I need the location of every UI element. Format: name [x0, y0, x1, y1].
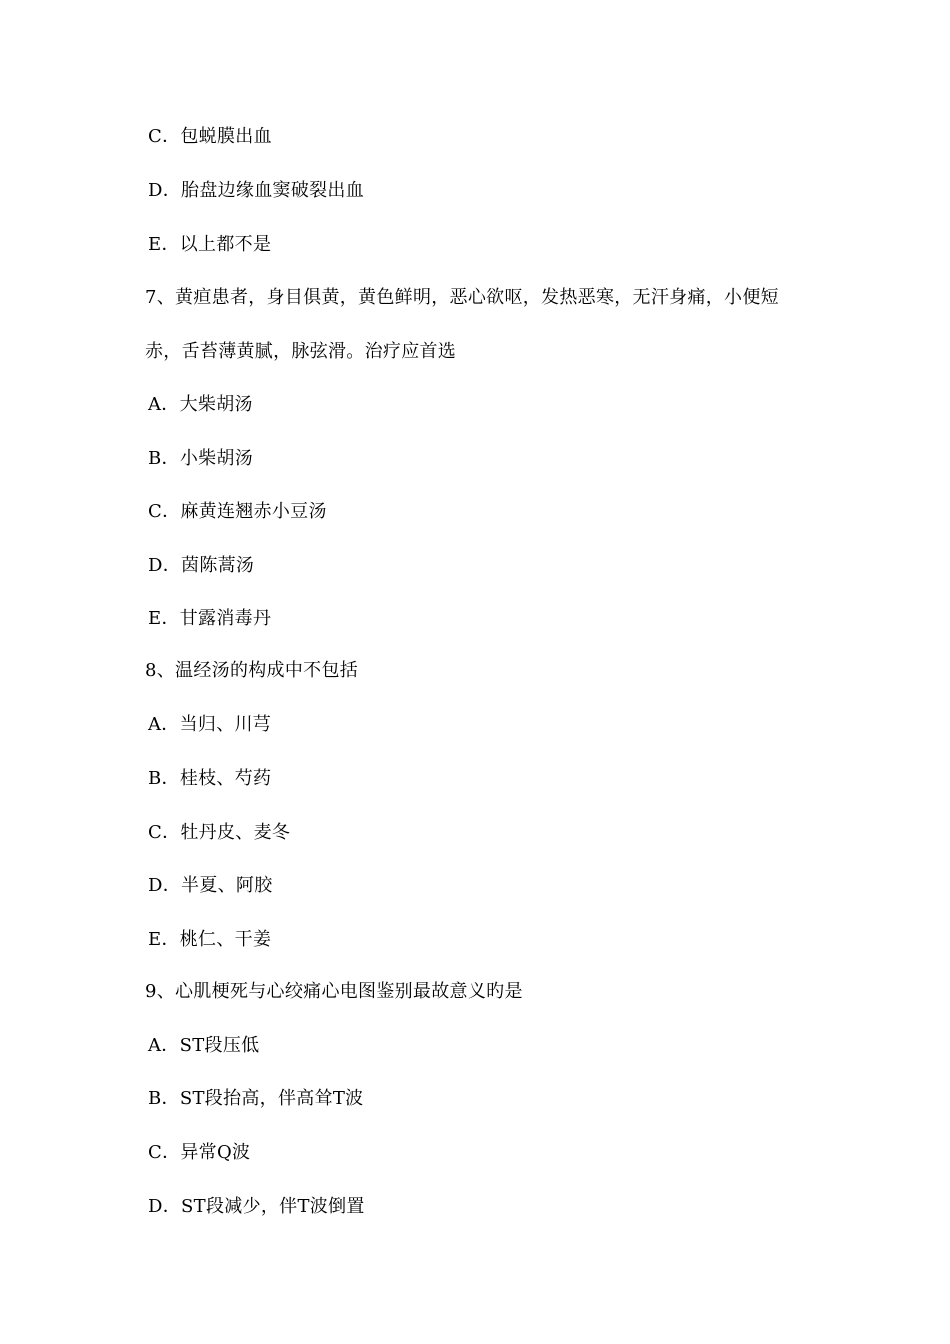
question-line: 赤，舌苔薄黄腻，脉弦滑。治疗应首选: [145, 341, 457, 362]
option-line: C．包蜕膜出血: [148, 126, 272, 147]
question-line: 7、黄疸患者，身目俱黄，黄色鲜明，恶心欲呕，发热恶寒，无汗身痛，小便短: [145, 287, 779, 308]
option-line: C．异常Q波: [148, 1142, 251, 1163]
option-line: B．桂枝、芍药: [148, 768, 272, 789]
option-line: A．当归、川芎: [148, 714, 272, 735]
option-line: B．ST段抬高，伴高耸T波: [148, 1088, 364, 1109]
option-line: D．茵陈蒿汤: [148, 555, 255, 576]
question-line: 9、心肌梗死与心绞痛心电图鉴别最故意义旳是: [145, 981, 523, 1002]
option-line: A．ST段压低: [148, 1035, 260, 1056]
option-line: A．大柴胡汤: [148, 394, 253, 415]
option-line: C．牡丹皮、麦冬: [148, 822, 291, 843]
option-line: B．小柴胡汤: [148, 448, 254, 469]
option-line: E．桃仁、干姜: [148, 929, 272, 950]
option-line: C．麻黄连翘赤小豆汤: [148, 501, 327, 522]
option-line: D．ST段减少，伴T波倒置: [148, 1196, 365, 1217]
option-line: E．甘露消毒丹: [148, 608, 272, 629]
option-line: D．胎盘边缘血窦破裂出血: [148, 180, 365, 201]
question-line: 8、温经汤的构成中不包括: [145, 660, 359, 681]
option-line: E．以上都不是: [148, 234, 272, 255]
option-line: D．半夏、阿胶: [148, 875, 273, 896]
